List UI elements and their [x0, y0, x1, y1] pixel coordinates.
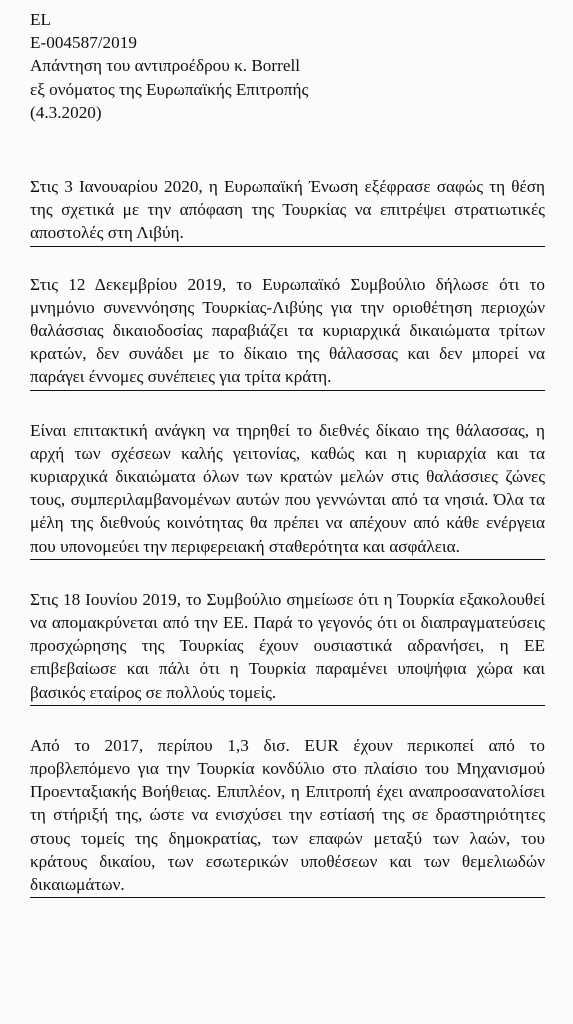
- answer-date: (4.3.2020): [30, 102, 102, 122]
- paragraph-memorandum: Στις 12 Δεκεμβρίου 2019, το Ευρωπαϊκό Συμβούλιο δήλωσε ότι το μνημόνιο συνεννόησης Τουρκίας-Λιβύης για την οριοθέτηση περιοχών θαλάσσιας δικαιοδοσίας παραβιάζει τα κυριαρχικά δικαιώματα τρίτων κρατών, δεν συνάδει με το δίκαιο της θάλασσας και δεν μπορεί να παράγει έννομες συνέπειες για τρίτα κράτη.: [30, 273, 545, 389]
- paragraph-libya-missions: Στις 3 Ιανουαρίου 2020, η Ευρωπαϊκή Ένωση εξέφρασε σαφώς τη θέση της σχετικά με την απόφαση της Τουρκίας να επιτρέψει στρατιωτικές αποστολές στη Λιβύη.: [30, 175, 545, 245]
- answer-line: Απάντηση του αντιπροέδρου κ. Borrell: [30, 56, 301, 76]
- question-reference: E-004587/2019: [30, 33, 137, 53]
- paragraph-law-of-sea: Είναι επιτακτική ανάγκη να τηρηθεί το διεθνές δίκαιο της θάλασσας, η αρχή των σχέσεων καλής γειτονίας, καθώς και η κυριαρχία και τα κυριαρχικά δικαιώματα όλων των κρατών μελών στις θαλάσσιες ζώνες τους, συμπεριλαμβανομένων αυτών που γεννώνται από τα νησιά. Όλα τα μέλη της διεθνούς κοινότητας θα πρέπει να απέχουν από κάθε ενέργεια που υπονομεύει την περιφερειακή σταθερότητα και ασφάλεια.: [30, 419, 545, 558]
- language-code: EL: [30, 10, 51, 29]
- paragraph-funding-cut: Από το 2017, περίπου 1,3 δισ. EUR έχουν περικοπεί από το προβλεπόμενο για την Τουρκία κονδύλιο στο πλαίσιο του Μηχανισμού Προενταξιακής Βοήθειας. Επιπλέον, η Επιτροπή έχει αναπροσανατολίσει τη στήριξή της, ώστε να ενισχύσει την εστίασή της σε δραστηριότητες στους τομείς της δημοκρατίας, των επαφών μεταξύ των λαών, του κράτους δικαίου, των εσωτερικών υποθέσεων και των θεμελιωδών δικαιωμάτων.: [30, 734, 545, 896]
- behalf-line: εξ ονόματος της Ευρωπαϊκής Επιτροπής: [30, 79, 309, 99]
- paragraph-council-june: Στις 18 Ιουνίου 2019, το Συμβούλιο σημείωσε ότι η Τουρκία εξακολουθεί να απομακρύνεται από την ΕΕ. Παρά το γεγονός ότι οι διαπραγματεύσεις προσχώρησης της Τουρκίας έχουν ουσιαστικά αδρανήσει, η ΕΕ επιβεβαίωσε και πάλι ότι η Τουρκία παραμένει υποψήφια χώρα και βασικός εταίρος σε πολλούς τομείς.: [30, 588, 545, 704]
- document-header: [30, 8, 545, 124]
